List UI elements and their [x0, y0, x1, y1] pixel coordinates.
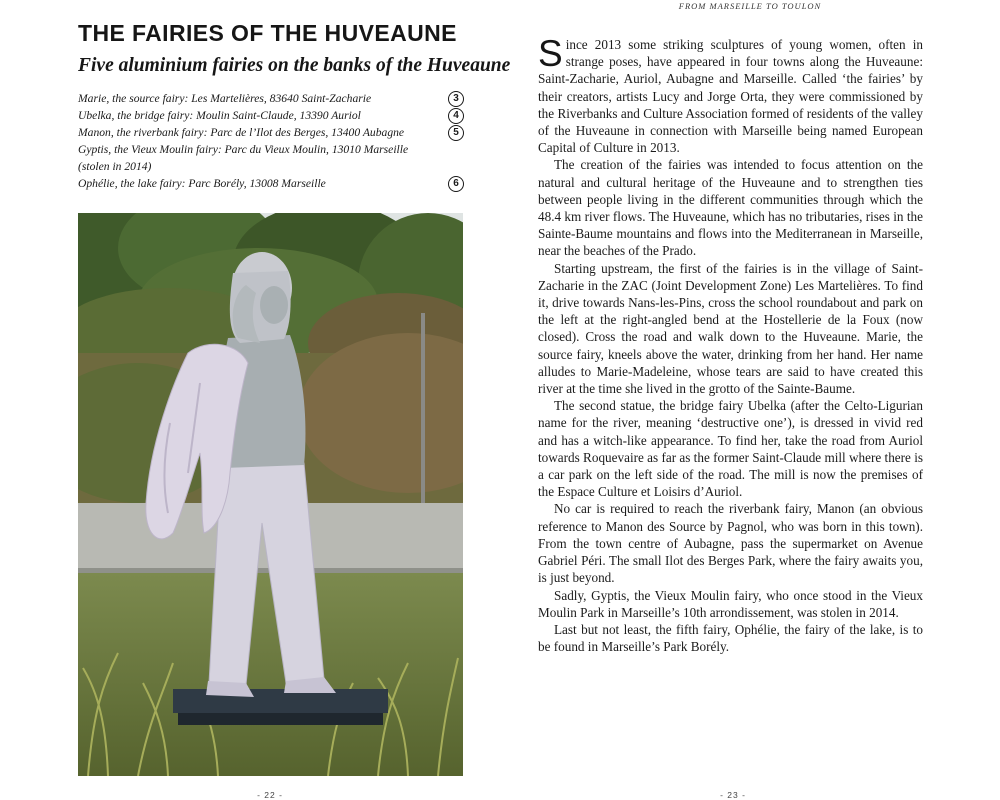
location-item [78, 107, 464, 124]
location-text: Gyptis, the Vieux Moulin fairy: Parc du Vieux Moulin, 13010 Marseille (stolen in 2014) [78, 143, 409, 174]
article-body [538, 33, 923, 655]
map-number-badge: 3 [448, 91, 464, 107]
paragraph: Starting upstream, the first of the fairies is in the village of Saint-Zacharie in the ZAC (Joint Development Zone) Les Martelières. To find it, drive towards Nans-les-Pins, cross the school roundabout and park on the left at the right-angled bend at the Hostellerie de la Foux (now closed). Cross the road and walk down to the Huveaune. Marie, the source fairy, kneels above the water, drinking from her hand. Her name alludes to Marie-Madeleine, whose tears are said to have created this river at the time she lived in the grotto of the Sainte-Baume. [538, 260, 923, 397]
location-item [78, 175, 464, 192]
paragraph: No car is required to reach the riverbank fairy, Manon (an obvious reference to Manon des Source by Pagnol, who was born in this town). From the town centre of Aubagne, pass the supermarket on Avenue Gabriel Péri. The small Ilot des Berges Park, where the fairy awaits you, is just beyond. [538, 501, 923, 586]
location-text: Ubelka, the bridge fairy: Moulin Saint-Claude, 13390 Auriol [78, 109, 361, 123]
location-list [78, 90, 464, 193]
page-number: - 22 - [257, 790, 283, 800]
map-number-badge: 5 [448, 125, 464, 141]
paragraph-text: ince 2013 some striking sculptures of young women, often in strange poses, have appeared in four towns along the Huveaune: Saint-Zacharie, Auriol, Aubagne and Marseille. Called ‘the fairies’ by their creators, artists Lucy and Jorge Orta, they were commissioned by the Riverbanks and Culture Association formed of residents of the valley of the Huveaune in connection with Marseille being named European Capital of Culture in 2013. [538, 37, 923, 156]
location-text: Ophélie, the lake fairy: Parc Borély, 13008 Marseille [78, 177, 326, 191]
map-number-badge: 4 [448, 108, 464, 124]
paragraph: The second statue, the bridge fairy Ubelka (after the Celto-Ligurian name for the river, meaning ‘destructive one’), is dressed in vivid red and has a witch-like appearance. To find her, take the road from Auriol towards Roquevaire as far as the former Saint-Claude mill where there is a car park on the left side of the road. The mill is now the premises of the Espace Culture et Loisirs d’Auriol. [538, 398, 923, 500]
paragraph: Sadly, Gyptis, the Vieux Moulin fairy, who once stood in the Vieux Moulin Park in Marseille’s 10th arrondissement, was stolen in 2014. [538, 587, 923, 620]
paragraph [538, 33, 923, 156]
page-number: - 23 - [720, 790, 746, 800]
fairy-statue-photo [78, 213, 463, 776]
location-item [78, 124, 464, 141]
page-title: THE FAIRIES OF THE HUVEAUNE [78, 20, 457, 46]
map-number-badge: 6 [448, 176, 464, 192]
paragraph: The creation of the fairies was intended to focus attention on the natural and cultural heritage of the Huveaune and to strengthen ties between people living in the different communities through which the 48.4 km river flows. The Huveaune, which has no tributaries, rises in the Sainte-Baume mountains and flows into the Mediterranean in Marseille, near the beaches of the Prado. [538, 157, 923, 259]
page-subtitle: Five aluminium fairies on the banks of the Huveaune [78, 55, 511, 76]
running-head: FROM MARSEILLE TO TOULON [678, 1, 822, 11]
paragraph: Last but not least, the fifth fairy, Ophélie, the fairy of the lake, is to be found in Marseille’s Park Borély. [538, 621, 923, 655]
location-item [78, 141, 464, 175]
location-text: Marie, the source fairy: Les Martelières, 83640 Saint-Zacharie [78, 92, 372, 105]
location-text: Manon, the riverbank fairy: Parc de l’Ilot des Berges, 13400 Aubagne [78, 126, 405, 140]
right-page [500, 0, 1000, 800]
location-item [78, 90, 464, 107]
drop-cap: S [538, 33, 563, 74]
